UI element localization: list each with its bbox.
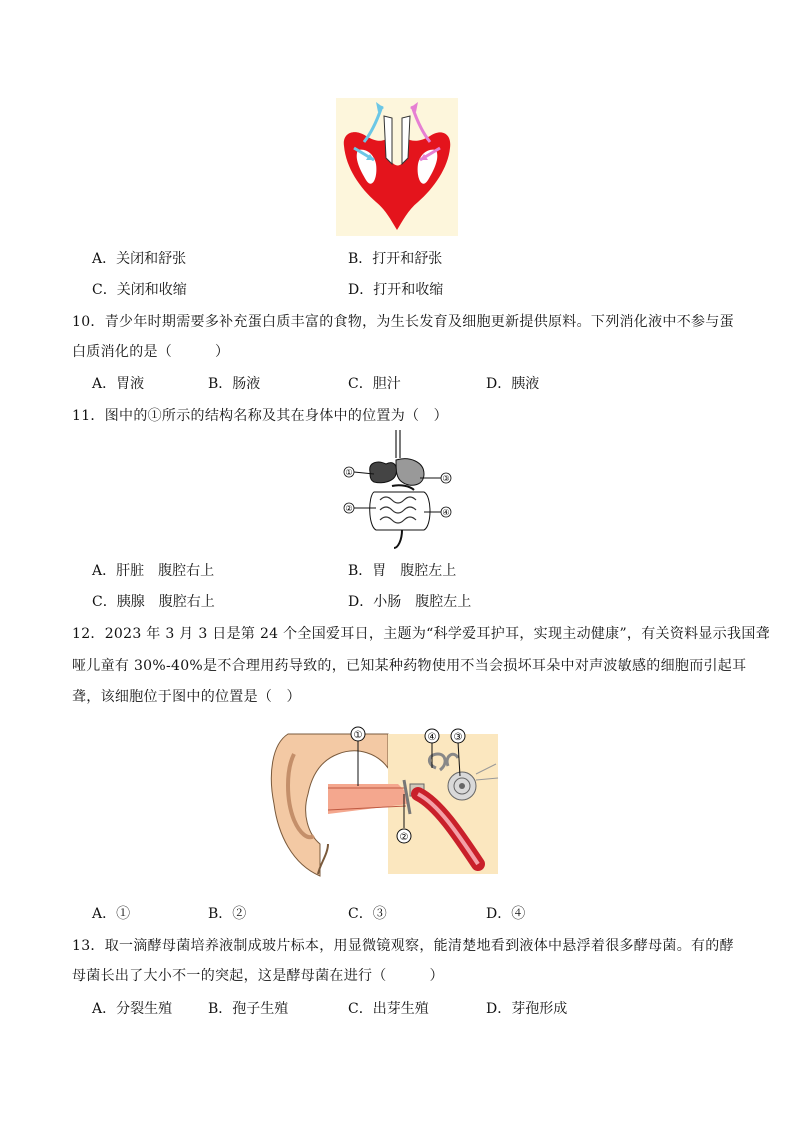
q10-option-a[interactable]: A．胃液 [92,376,145,392]
q10-stem-line2: 白质消化的是（ ） [72,344,230,360]
q9-option-a[interactable]: A．关闭和舒张 [92,251,187,267]
q12-option-c[interactable]: C．③ [348,906,387,922]
q13-option-d[interactable]: D．芽孢形成 [486,1001,568,1017]
q10-option-c[interactable]: C．胆汁 [348,376,401,392]
q13-stem-line1: 13．取一滴酵母菌培养液制成玻片标本，用显微镜观察，能清楚地看到液体中悬浮着很多酵母菌。有的酵 [72,938,734,954]
q9-option-b[interactable]: B．打开和舒张 [348,251,443,267]
q12-stem-line2: 哑儿童有 30%-40%是不合理用药导致的，已知某种药物使用不当会损坏耳朵中对声波敏感的细胞而引起耳 [72,658,747,674]
q13-option-a[interactable]: A．分裂生殖 [92,1001,173,1017]
q13-option-b[interactable]: B．孢子生殖 [208,1001,289,1017]
q12-stem-line1: 12．2023 年 3 月 3 日是第 24 个全国爱耳日，主题为“科学爱耳护耳，实现主动健康”，有关资料显示我国聋 [72,626,770,642]
q11-stem-line1: 11．图中的①所示的结构名称及其在身体中的位置为（ ） [72,408,448,424]
q13-option-c[interactable]: C．出芽生殖 [348,1001,429,1017]
digestive-system-figure [340,430,458,554]
q9-option-c[interactable]: C．关闭和收缩 [92,282,187,298]
q13-stem-line2: 母菌长出了大小不一的突起，这是酵母菌在进行（ ） [72,968,444,984]
q11-option-d[interactable]: D．小肠 腹腔左上 [348,594,472,610]
q10-option-b[interactable]: B．肠液 [208,376,261,392]
q11-option-c[interactable]: C．胰腺 腹腔右上 [92,594,215,610]
q10-stem-line1: 10．青少年时期需要多补充蛋白质丰富的食物，为生长发育及细胞更新提供原料。下列消化液中不参与蛋 [72,314,734,330]
q12-stem-line3: 聋，该细胞位于图中的位置是（ ） [72,689,301,705]
q12-option-a[interactable]: A．① [92,906,131,922]
fig11-label-2: ② [345,504,353,513]
fig12-label-1: ① [353,730,363,741]
fig12-label-4: ④ [427,732,437,743]
fig11-label-4: ④ [442,508,450,517]
fig12-label-2: ② [399,832,409,843]
ear-structure-figure [268,724,500,882]
fig11-label-1: ① [345,468,353,477]
q10-option-d[interactable]: D．胰液 [486,376,540,392]
q11-option-a[interactable]: A．肝脏 腹腔右上 [92,563,215,579]
q9-option-d[interactable]: D．打开和收缩 [348,282,444,298]
q11-option-b[interactable]: B．胃 腹腔左上 [348,563,457,579]
fig12-label-3: ③ [453,732,463,743]
fig11-label-3: ③ [442,474,450,483]
heart-valve-figure [336,98,458,236]
q12-option-d[interactable]: D．④ [486,906,526,922]
q12-option-b[interactable]: B．② [208,906,247,922]
